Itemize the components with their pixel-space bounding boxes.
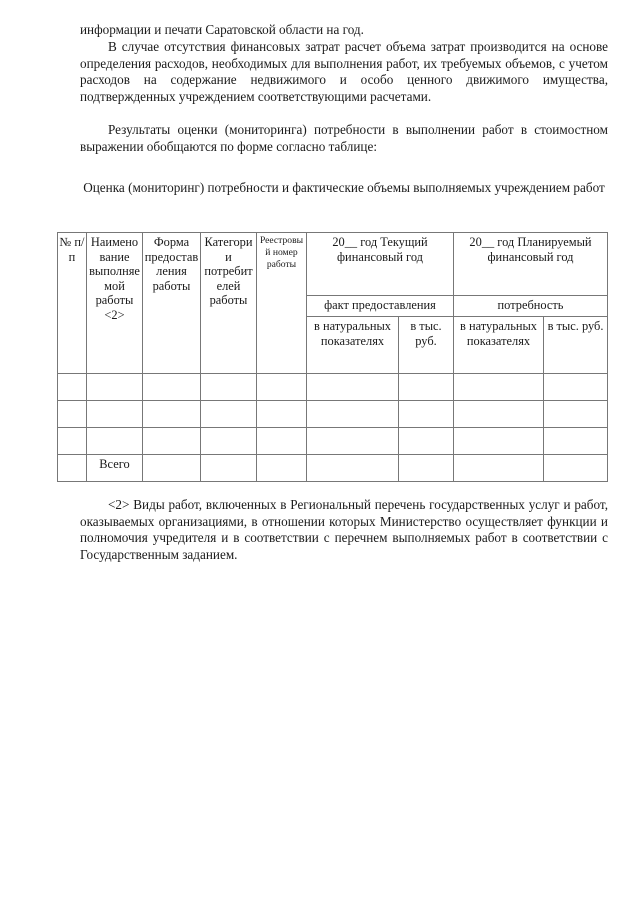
assessment-table <box>57 232 608 482</box>
header-planned-year: 20__ год Планируемый финансовый год <box>454 233 608 296</box>
header-need: потребность <box>454 296 608 317</box>
header-work-name: Наименование выполняемой работы <2> <box>87 233 143 374</box>
table-row <box>58 428 608 455</box>
header-rub-current: в тыс. руб. <box>399 317 454 374</box>
header-registry-number: Реестровый номер работы <box>257 233 307 374</box>
header-current-year: 20__ год Текущий финансовый год <box>307 233 454 296</box>
table-title: Оценка (мониторинг) потребности и фактические объемы выполняемых учреждением работ <box>83 180 605 195</box>
header-natural-planned: в натуральных показателях <box>454 317 544 374</box>
paragraph-results: Результаты оценки (мониторинга) потребности в выполнении работ в стоимостном выражении обобщаются по форме согласно таблице: <box>80 122 608 154</box>
total-label: Всего <box>87 455 143 482</box>
header-form: Форма предоставления работы <box>143 233 201 374</box>
header-category: Категории потребителей работы <box>201 233 257 374</box>
paragraph-cost-calculation: В случае отсутствия финансовых затрат расчет объема затрат производится на основе определения расходов, необходимых для выполнения работ, их требуемых объемов, с учетом расходов на содержание недвижимого и особо ценного движимого имущества, подтвержденных учреждением соответствующими расчетами. <box>80 39 608 104</box>
header-natural-current: в натуральных показателях <box>307 317 399 374</box>
header-num: № п/п <box>58 233 87 374</box>
header-rub-planned: в тыс. руб. <box>544 317 608 374</box>
table-row <box>58 374 608 401</box>
header-fact: факт предоставления <box>307 296 454 317</box>
paragraph-intro: информации и печати Саратовской области на год. <box>80 22 364 37</box>
table-row-total <box>58 455 608 482</box>
footnote: <2> Виды работ, включенных в Региональный перечень государственных услуг и работ, оказываемых организациями, в отношении которых Министерство осуществляет функции и полномочия учредителя и в соответствии с перечнем выполняемых работ в соответствии с Государственным заданием. <box>80 497 608 562</box>
table-row <box>58 401 608 428</box>
